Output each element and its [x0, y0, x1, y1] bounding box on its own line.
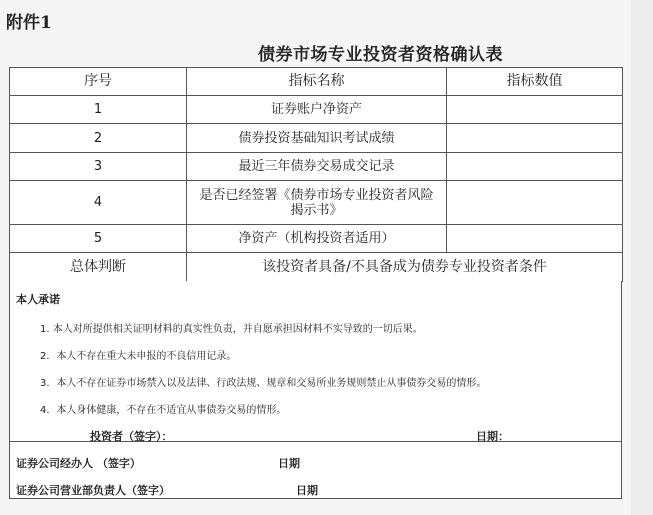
table-header-row: [10, 68, 623, 96]
row-no: 1: [10, 96, 187, 124]
table-row: [10, 96, 623, 124]
handler-signature-label: 证券公司经办人 （签字）: [16, 457, 141, 470]
row-value-cell[interactable]: [447, 181, 623, 225]
overall-label: 总体判断: [10, 253, 187, 282]
overall-row: [10, 253, 623, 282]
row-no: 5: [10, 225, 187, 253]
row-value-cell[interactable]: [447, 96, 623, 124]
row-name: 最近三年债券交易成交记录: [187, 153, 447, 181]
branch-date-label: 日期: [296, 484, 318, 497]
table-row: [10, 225, 623, 253]
branch-head-signature-label: 证券公司营业部负责人（签字）: [16, 484, 170, 497]
row-name: 债券投资基础知识考试成绩: [187, 124, 447, 153]
row-name: 是否已经签署《债券市场专业投资者风险揭示书》: [187, 181, 447, 225]
row-value-cell[interactable]: [447, 225, 623, 253]
pledge-title: 本人承诺: [16, 293, 60, 306]
handler-date-label: 日期: [278, 457, 300, 470]
table-row: [10, 181, 623, 225]
qualification-table: [9, 67, 623, 282]
pledge-item: 3．本人不存在证券市场禁入以及法律、行政法规、规章和交易所业务规则禁止从事债券交易的情形。: [40, 378, 487, 389]
row-value-cell[interactable]: [447, 124, 623, 153]
row-no: 3: [10, 153, 187, 181]
pledge-item: 1. 本人对所提供相关证明材料的真实性负责，并自愿承担因材料不实导致的一切后果。: [40, 324, 423, 335]
header-name: 指标名称: [187, 68, 447, 96]
row-no: 2: [10, 124, 187, 153]
table-row: [10, 153, 623, 181]
row-name: 净资产（机构投资者适用）: [187, 225, 447, 253]
row-value-cell[interactable]: [447, 153, 623, 181]
page-title: 债券市场专业投资者资格确认表: [258, 45, 503, 65]
page-edge: [631, 0, 653, 515]
overall-text: 该投资者具备/不具备成为债券专业投资者条件: [187, 253, 623, 282]
row-no: 4: [10, 181, 187, 225]
investor-date-label: 日期：: [476, 430, 509, 443]
header-no: 序号: [10, 68, 187, 96]
table-row: [10, 124, 623, 153]
pledge-item: 2．本人不存在重大未申报的不良信用记录。: [40, 351, 237, 362]
pledge-section: [9, 281, 622, 499]
investor-signature-label: 投资者（签字）：: [90, 430, 173, 443]
row-name: 证券账户净资产: [187, 96, 447, 124]
divider: [10, 441, 621, 442]
attachment-label: 附件1: [6, 13, 52, 33]
pledge-item: 4．本人身体健康，不存在不适宜从事债券交易的情形。: [40, 405, 287, 416]
header-value: 指标数值: [447, 68, 623, 96]
